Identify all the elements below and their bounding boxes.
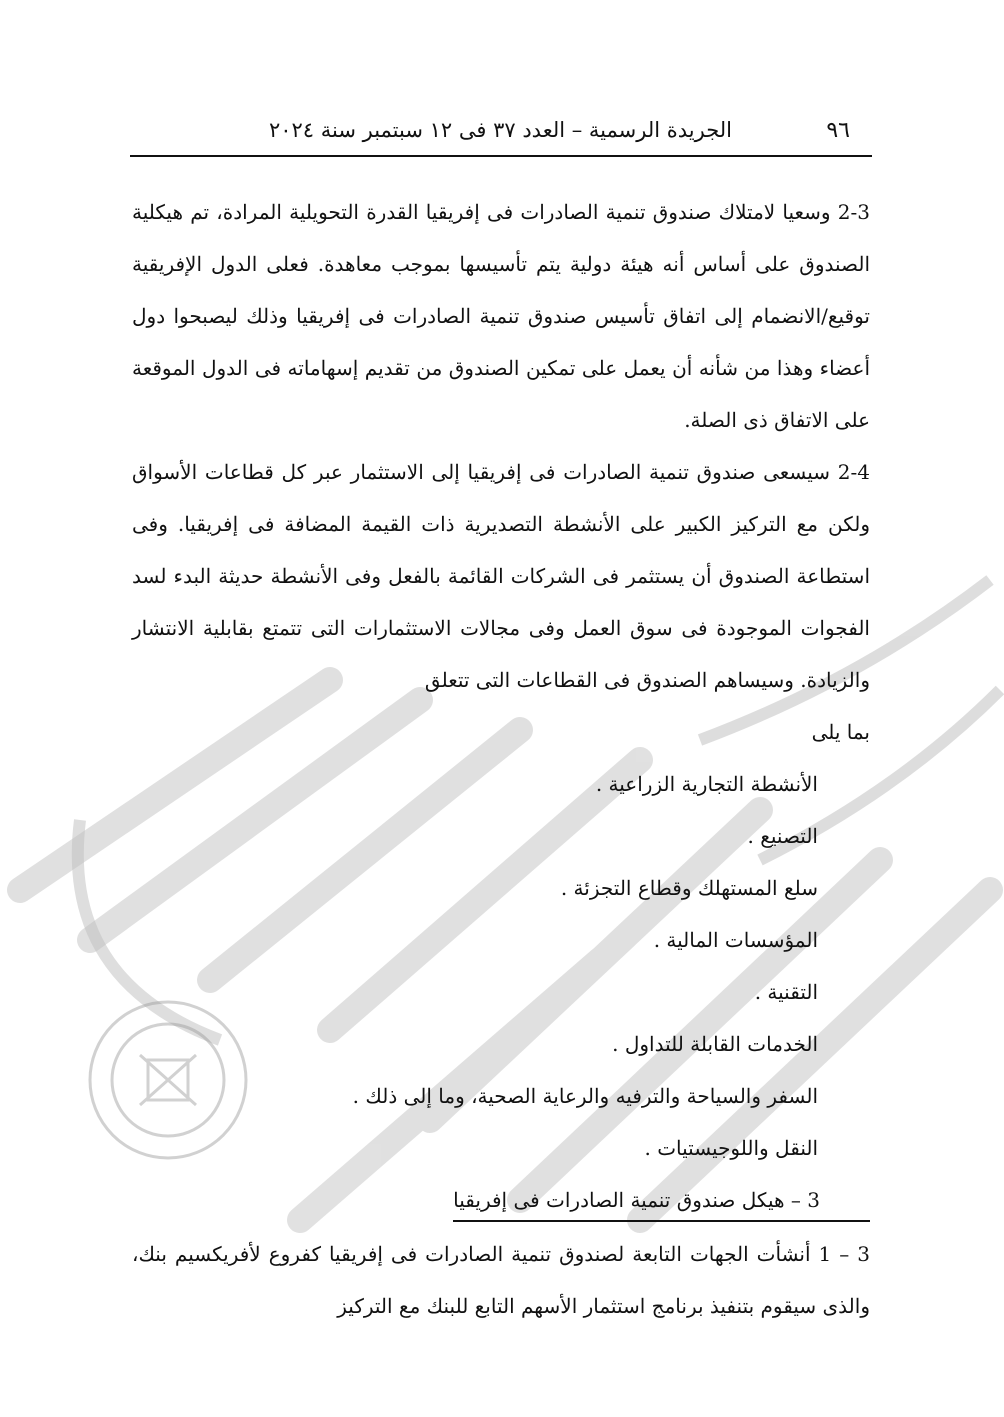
publication-title: الجريدة الرسمية – العدد ٣٧ فى ١٢ سبتمبر سنة ٢٠٢٤ xyxy=(268,118,732,142)
paragraph-2-3: 2-3 وسعيا لامتلاك صندوق تنمية الصادرات فى إفريقيا القدرة التحويلية المرادة، تم هيكلية الصندوق على أساس أنه هيئة دولية يتم تأسيسها بموجب معاهدة. فعلى الدول الإفريقية توقيع/الانضمام إلى اتفاق تأسيس صندوق تنمية الصادرات فى إفريقيا وذلك ليصبحوا دول أعضاء وهذا من شأنه أن يعمل على تمكين الصندوق من تقديم إسهاماته فى الدول الموقعة على الاتفاق ذى الصلة. xyxy=(132,200,870,432)
list-item: المؤسسات المالية . xyxy=(653,928,818,952)
page-number: ٩٦ xyxy=(826,118,850,143)
list-item: الخدمات القابلة للتداول . xyxy=(612,1032,818,1056)
sector-list xyxy=(132,758,870,1174)
running-header xyxy=(130,112,872,152)
paragraph-3-1: 3 – 1 أنشأت الجهات التابعة لصندوق تنمية الصادرات فى إفريقيا كفروع لأفريكسيم بنك، والذى سيقوم بتنفيذ برنامج استثمار الأسهم التابع للبنك مع التركيز xyxy=(132,1242,871,1318)
header-divider xyxy=(130,155,872,157)
paragraph-2-4-tail: بما يلى xyxy=(811,720,870,744)
paragraph-2-4: 2-4 سيسعى صندوق تنمية الصادرات فى إفريقيا إلى الاستثمار عبر كل قطاعات الأسواق ولكن مع التركيز الكبير على الأنشطة التصديرية ذات القيمة المضافة فى إفريقيا. وفى استطاعة الصندوق أن يستثمر فى الشركات القائمة بالفعل وفى الأنشطة حديثة البدء لسد الفجوات الموجودة فى سوق العمل وفى مجالات الاستثمارات التى تتمتع بقابلية الانتشار والزيادة. وسيساهم الصندوق فى القطاعات التى تتعلق xyxy=(132,460,870,692)
list-item: التقنية . xyxy=(754,980,818,1004)
section-3-heading: 3 – هيكل صندوق تنمية الصادرات فى إفريقيا xyxy=(453,1180,870,1222)
list-item: النقل واللوجيستيات . xyxy=(644,1136,818,1160)
list-item: الأنشطة التجارية الزراعية . xyxy=(595,772,818,796)
list-item: السفر والسياحة والترفيه والرعاية الصحية، وما إلى ذلك . xyxy=(352,1084,818,1108)
document-body xyxy=(132,186,870,1332)
list-item: التصنيع . xyxy=(747,824,818,848)
list-item: سلع المستهلك وقطاع التجزئة . xyxy=(560,876,818,900)
